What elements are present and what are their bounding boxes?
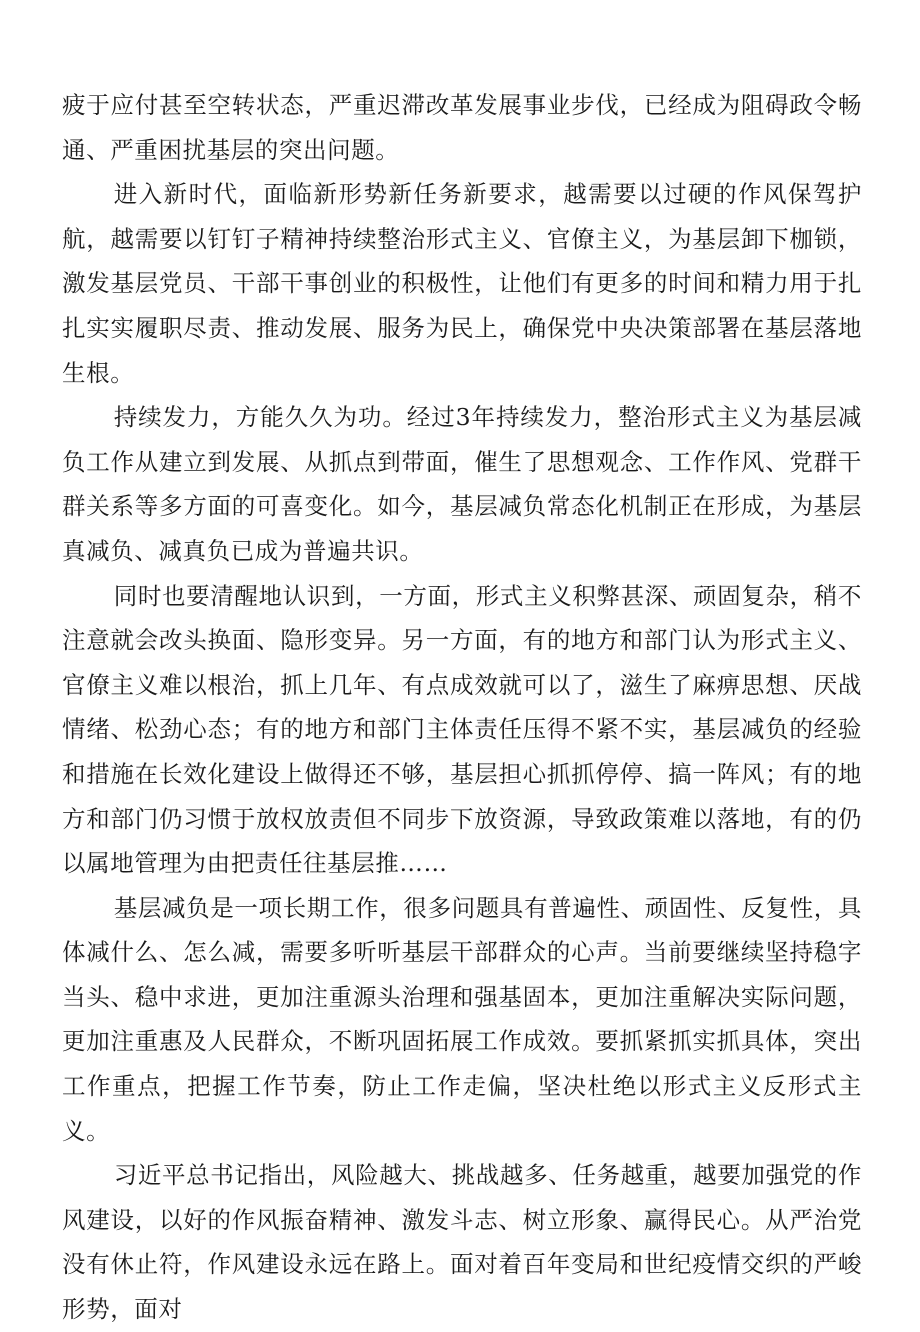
document-body [62, 83, 862, 1332]
paragraph-sustained-effort: 持续发力，方能久久为功。经过3年持续发力，整治形式主义为基层减负工作从建立到发展、从抓点到带面，催生了思想观念、工作作风、党群干群关系等多方面的可喜变化。如今，基层减负常态化机制正在形成，为基层真减负、减真负已成为普遍共识。 [62, 403, 862, 565]
paragraph-clear-awareness: 同时也要清醒地认识到，一方面，形式主义积弊甚深、顽固复杂，稍不注意就会改头换面、隐形变异。另一方面，有的地方和部门认为形式主义、官僚主义难以根治，抓上几年、有点成效就可以了，滋生了麻痹思想、厌战情绪、松劲心态；有的地方和部门主体责任压得不紧不实，基层减负的经验和措施在长效化建设上做得还不够，基层担心抓抓停停、搞一阵风；有的地方和部门仍习惯于放权放责但不同步下放资源，导致政策难以落地，有的仍以属地管理为由把责任往基层推…… [62, 581, 862, 878]
paragraph-general-secretary: 习近平总书记指出，风险越大、挑战越多、任务越重，越要加强党的作风建设，以好的作风振奋精神、激发斗志、树立形象、赢得民心。从严治党没有休止符，作风建设永远在路上。面对着百年变局和世纪疫情交织的严峻形势，面对 [62, 1161, 862, 1324]
paragraph-continuation: 疲于应付甚至空转状态，严重迟滞改革发展事业步伐，已经成为阻碍政令畅通、严重困扰基层的突出问题。 [62, 91, 862, 164]
paragraph-burden-reduction: 基层减负是一项长期工作，很多问题具有普遍性、顽固性、反复性，具体减什么、怎么减，需要多听听基层干部群众的心声。当前要继续坚持稳字当头、稳中求进，更加注重源头治理和强基固本，更加注重解决实际问题，更加注重惠及人民群众，不断巩固拓展工作成效。要抓紧抓实抓具体，突出工作重点，把握工作节奏，防止工作走偏，坚决杜绝以形式主义反形式主义。 [62, 893, 862, 1145]
paragraph-new-era: 进入新时代，面临新形势新任务新要求，越需要以过硬的作风保驾护航，越需要以钉钉子精神持续整治形式主义、官僚主义，为基层卸下枷锁，激发基层党员、干部干事创业的积极性，让他们有更多的时间和精力用于扎扎实实履职尽责、推动发展、服务为民上，确保党中央决策部署在基层落地生根。 [62, 180, 862, 387]
